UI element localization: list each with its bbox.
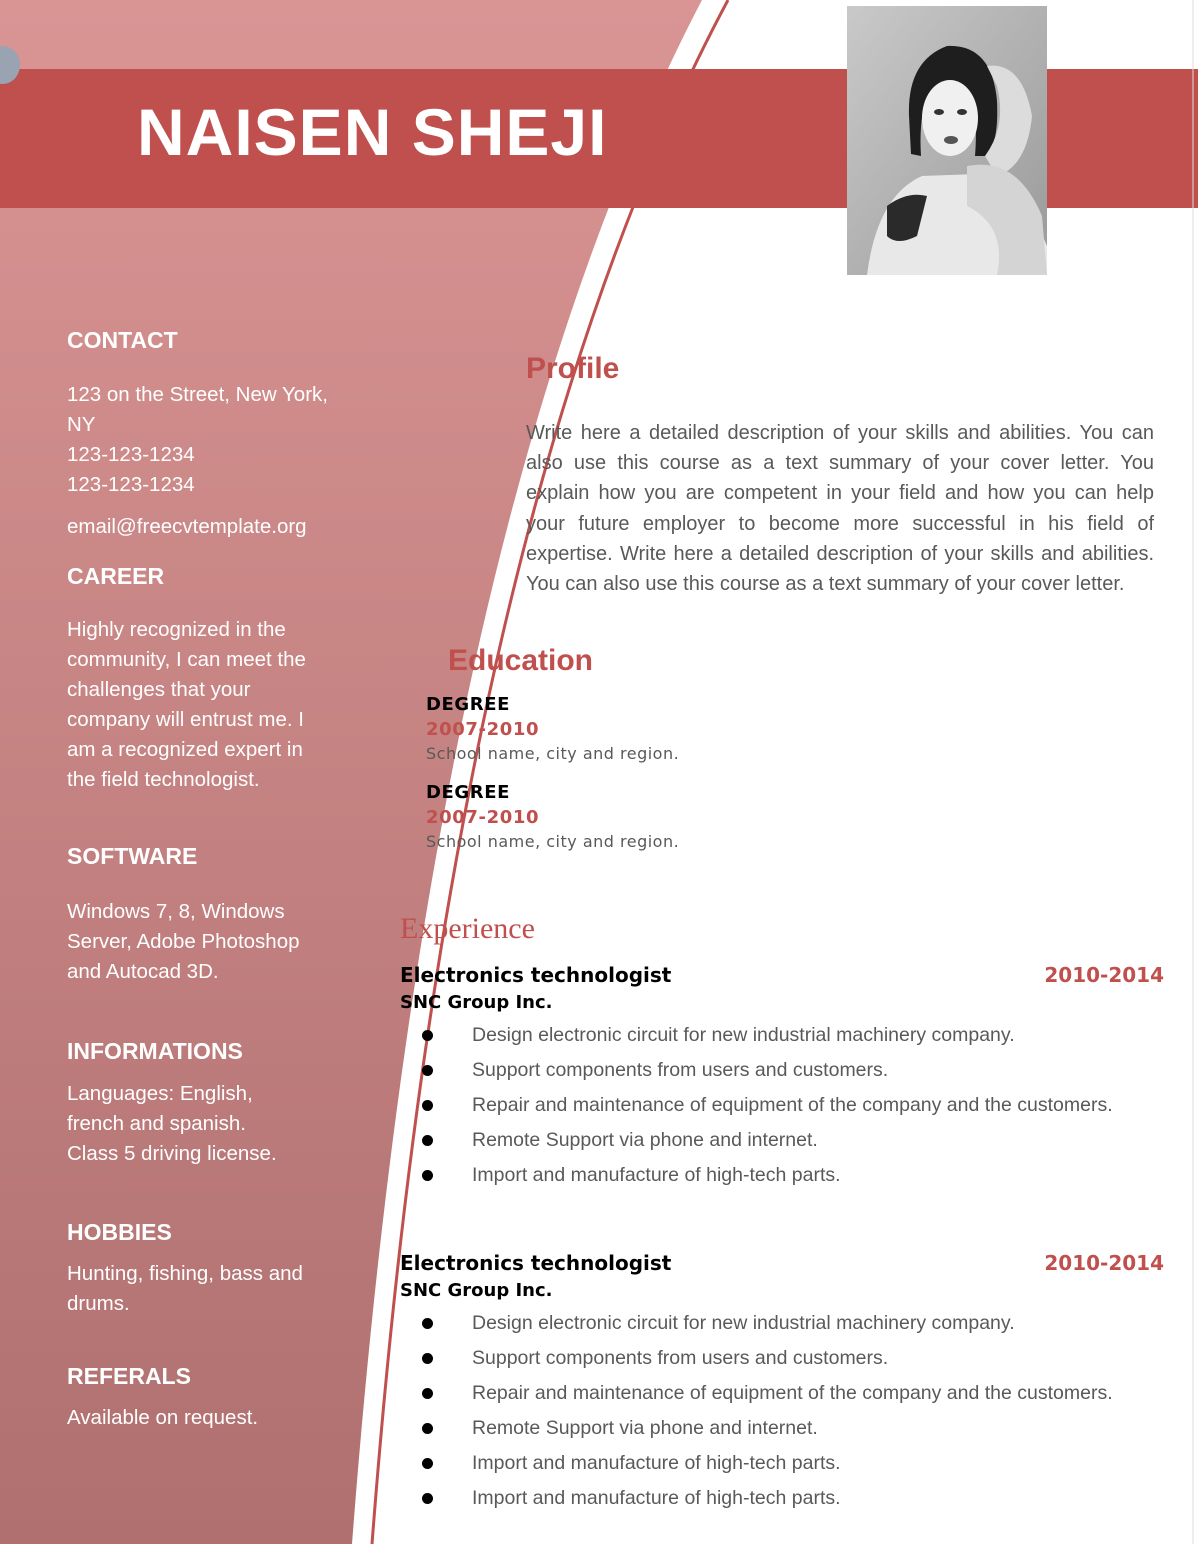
contact-heading: CONTACT	[67, 327, 178, 353]
job-duty: Support components from users and customers.	[420, 1055, 1120, 1085]
education-degree: DEGREE	[426, 694, 511, 715]
profile-text: Write here a detailed description of your skills and abilities. You can also use this course as a text summary of your cover letter. You explain how you are competent in your field and how you can help your future employer to become more successful in his field of expertise. Write here a detailed description of your skills and abilities. You can also use this course as a text summary of your cover letter.	[526, 422, 1154, 596]
software-line: and Autocad 3D.	[67, 960, 219, 983]
job-duty: Import and manufacture of high-tech parts.	[420, 1483, 1120, 1513]
experience-title: Experience	[400, 912, 535, 945]
job-duties-list	[420, 1308, 1120, 1518]
education-years: 2007-2010	[426, 807, 540, 828]
software-heading: SOFTWARE	[67, 843, 198, 869]
job-duty: Support components from users and customers.	[420, 1343, 1120, 1373]
job-years: 2010-2014	[1044, 1251, 1164, 1275]
address-line: 123 on the Street, New York,	[67, 383, 328, 406]
career-line: the field technologist.	[67, 768, 260, 791]
education-school: School name, city and region.	[426, 832, 680, 851]
job-duty: Design electronic circuit for new industrial machinery company.	[420, 1020, 1120, 1050]
career-line: community, I can meet the	[67, 648, 306, 671]
career-heading: CAREER	[67, 563, 165, 589]
informations-text	[67, 1079, 352, 1169]
job-duty: Import and manufacture of high-tech parts.	[420, 1160, 1120, 1190]
job-duties-list	[420, 1020, 1120, 1195]
contact-details	[67, 380, 352, 542]
career-line: am a recognized expert in	[67, 738, 303, 761]
address-line: NY	[67, 413, 96, 436]
job-duty: Remote Support via phone and internet.	[420, 1413, 1120, 1443]
phone-number: 123-123-1234	[67, 473, 195, 496]
education-years: 2007-2010	[426, 719, 540, 740]
informations-line: french and spanish.	[67, 1112, 246, 1135]
job-duty: Repair and maintenance of equipment of the company and the customers.	[420, 1090, 1120, 1120]
software-line: Windows 7, 8, Windows	[67, 900, 285, 923]
profile-title: Profile	[526, 352, 620, 385]
phone-number: 123-123-1234	[67, 443, 195, 466]
education-school: School name, city and region.	[426, 744, 680, 763]
career-line: challenges that your	[67, 678, 251, 701]
email-address: email@freecvtemplate.org	[67, 515, 307, 538]
informations-line: Languages: English,	[67, 1082, 253, 1105]
referals-line: Available on request.	[67, 1406, 259, 1429]
job-duty: Repair and maintenance of equipment of the company and the customers.	[420, 1378, 1120, 1408]
hobbies-heading: HOBBIES	[67, 1219, 172, 1245]
referals-text	[67, 1403, 352, 1433]
referals-heading: REFERALS	[67, 1363, 191, 1389]
job-company: SNC Group Inc.	[400, 1280, 553, 1301]
education-title: Education	[448, 644, 594, 677]
hobbies-line: drums.	[67, 1292, 130, 1315]
career-text	[67, 615, 352, 795]
hobbies-text	[67, 1259, 352, 1319]
informations-line: Class 5 driving license.	[67, 1142, 277, 1165]
job-years: 2010-2014	[1044, 963, 1164, 987]
education-degree: DEGREE	[426, 782, 511, 803]
informations-heading: INFORMATIONS	[67, 1038, 243, 1064]
job-company: SNC Group Inc.	[400, 992, 553, 1013]
software-line: Server, Adobe Photoshop	[67, 930, 300, 953]
hobbies-line: Hunting, fishing, bass and	[67, 1262, 303, 1285]
job-duty: Remote Support via phone and internet.	[420, 1125, 1120, 1155]
candidate-name: NAISEN SHEJI	[137, 95, 608, 169]
career-line: Highly recognized in the	[67, 618, 286, 641]
career-line: company will entrust me. I	[67, 708, 304, 731]
job-duty: Design electronic circuit for new industrial machinery company.	[420, 1308, 1120, 1338]
job-title: Electronics technologist	[400, 1251, 672, 1275]
job-duty: Import and manufacture of high-tech parts.	[420, 1448, 1120, 1478]
profile-photo	[847, 6, 1047, 275]
job-title: Electronics technologist	[400, 963, 672, 987]
software-text	[67, 897, 352, 987]
